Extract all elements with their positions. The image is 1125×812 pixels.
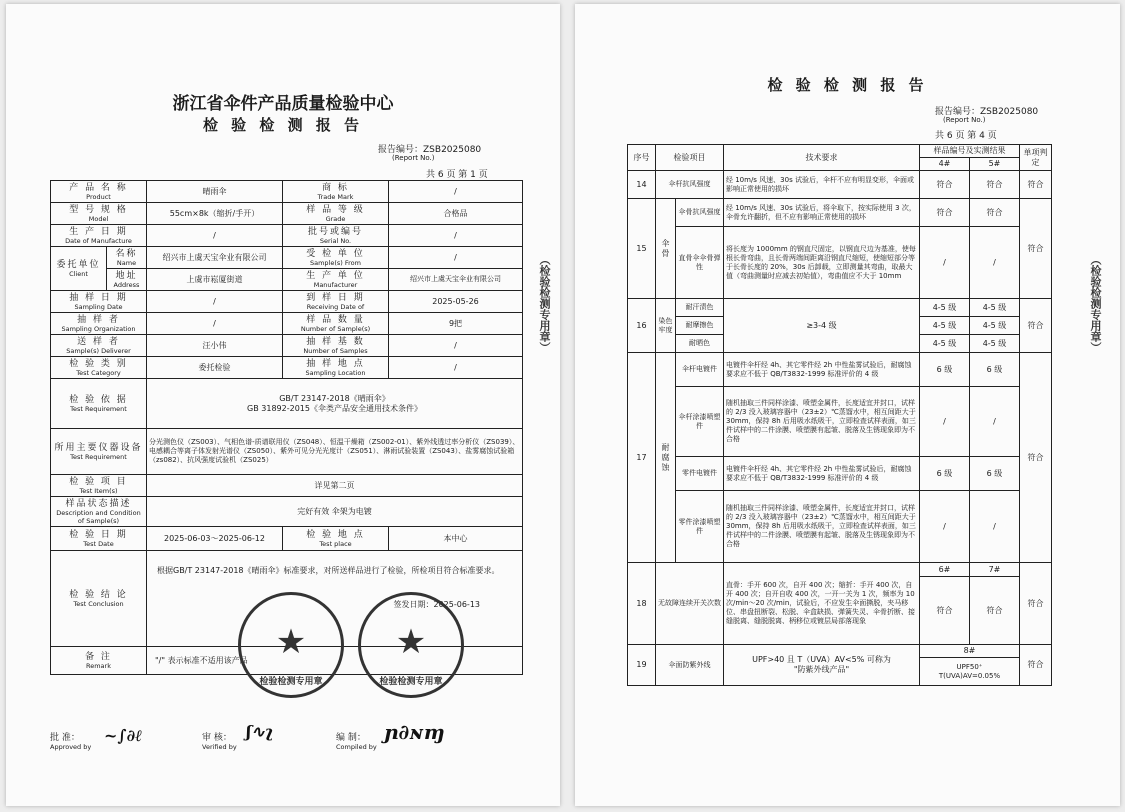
category-value: 委托检验	[147, 357, 283, 379]
cell-text: 检 验 结 论	[69, 589, 128, 600]
cell-text: Test Date	[83, 539, 114, 548]
cell-text: 2025-06-13	[433, 600, 480, 609]
cell-text: 直骨：手开 600 次，自开 400 次；缩折：手开 400 次，自开 400 次；自开自收 400 次，一开一关为 1 次，频率为 10 次/min～20 次/min，试验后，不应发生伞面撕脱，夹马移位、串盘扭断裂、松脱、伞盒缺损、弹簧失灵、伞骨折断、接缝脱离、缝脱脱离、柄移位或镀层局部落现象	[724, 563, 920, 645]
cell-text: UPF50⁺	[956, 662, 983, 671]
cell-text: 报告编号：	[935, 107, 981, 117]
report-number-value: ZSB2025080	[423, 145, 482, 155]
cell-text: Serial No.	[319, 236, 352, 245]
cell-text: Address	[113, 280, 140, 289]
cell-text: 批号或编号	[307, 226, 363, 237]
model-value: 55cm×8k（缩折/手开）	[147, 203, 283, 225]
cell-text: 生 产 日 期	[69, 226, 128, 237]
test-items-value: 详见第二页	[147, 475, 523, 497]
cell-text: Grade	[325, 214, 346, 223]
cell-text: 伞骨	[656, 199, 676, 299]
cell-text: 样 品 等 级	[306, 204, 365, 215]
report-number-en: (Report No.)	[392, 154, 435, 162]
cell-text: 电镀件伞杆经 4h、其它零件经 2h 中性盐雾试验后，耐腐蚀要求应不低于 QB/T3832-1999 标准评价的 4 级	[724, 353, 920, 387]
header-sample-4: 4#	[920, 158, 970, 171]
cell-text: ≥3-4 级	[724, 299, 920, 353]
compiled-by-label	[336, 730, 377, 751]
category-label	[51, 357, 147, 379]
star-icon: ★	[395, 622, 427, 662]
mfg-date-label	[51, 225, 147, 247]
model-label	[51, 203, 147, 225]
cell-text: GB 31892-2015《伞类产品安全通用技术条件》	[247, 403, 422, 413]
sampling-loc-label	[283, 357, 389, 379]
cell-text: /	[920, 387, 970, 457]
conclusion-value: 根据GB/T 23147-2018《晴雨伞》标准要求，对所送样品进行了检验，所检项目符合标准要求。	[157, 566, 500, 575]
cell-text: T(UVA)AV=0.05%	[938, 671, 1001, 680]
client-address-value: 上虞市崧厦街道	[147, 269, 283, 291]
cell-text: 受 检 单 位	[306, 248, 365, 259]
cell-text: 伞骨抗风强度	[676, 199, 724, 227]
instruments-value: 分光测色仪（ZS003）、气相色谱-质谱联用仪（ZS048）、恒温干燥箱（ZS002-01）、紫外线透过率分析仪（ZS039）、电感耦合等离子体发射光谱仪（ZS050）、紫外可见分光光度计（ZS051）、淋雨试验装置（ZS043）、盐雾腐蚀试验箱（zs082）、抗风强度试验机（ZS025）	[147, 429, 523, 475]
cell-text: Number of Samples	[303, 346, 368, 355]
condition-label	[51, 497, 147, 527]
org-title: 浙江省伞件产品质量检验中心	[172, 94, 394, 114]
cell-text: 签发日期：	[393, 600, 434, 609]
cell-text: GB/T 23147-2018《晴雨伞》	[279, 393, 390, 403]
approver-signature: ~∫∂ℓ	[104, 726, 143, 745]
receiving-date-label	[283, 291, 389, 313]
cell-text: 符合	[1020, 199, 1052, 299]
receiving-date-value: 2025-05-26	[389, 291, 523, 313]
sampling-org-value: /	[147, 313, 283, 335]
cell-text: Test place	[319, 539, 352, 548]
cell-text: Manufacturer	[313, 280, 358, 289]
header-sample-5: 5#	[970, 158, 1020, 171]
cell-text: 所用主要仪器设备	[54, 442, 143, 453]
results-table	[627, 144, 1052, 686]
sampling-date-label	[51, 291, 147, 313]
cell-text: 名称	[115, 248, 138, 259]
cell-text: 直骨伞伞骨弹性	[676, 227, 724, 299]
table-row	[628, 563, 1052, 577]
sampling-base-label	[283, 335, 389, 357]
header-judgement: 单项判定	[1020, 145, 1052, 171]
header-no: 序号	[628, 145, 656, 171]
cell-text: 6 级	[920, 457, 970, 491]
cell-text: 伞杆抗风强度	[656, 171, 724, 199]
cell-text: 符合	[920, 577, 970, 645]
cell-text: 伞面防紫外线	[656, 645, 724, 686]
cell-text: 14	[628, 171, 656, 199]
cell-text: 将长度为 1000mm 的钢直尺固定，以钢直尺边为基准，使每根长骨弯曲，且长骨两端间距离沿钢直尺缩短，使缩短部分等于长骨长度的 20%，30s 后卸载，立即测量其弯曲，取最大值（弯曲测量时应减去初始值），弯曲值应不大于 10mm	[724, 227, 920, 299]
cell-text: 符合	[920, 199, 970, 227]
uv-result	[920, 658, 1020, 686]
cell-text: 8#	[920, 645, 1020, 658]
page-info: 共 6 页 第 1 页	[426, 170, 488, 180]
cell-text: 地址	[115, 270, 138, 281]
cell-text: 4-5 级	[970, 299, 1020, 317]
cell-text: 送 样 者	[77, 336, 120, 347]
table-row	[628, 171, 1052, 199]
manufacturer-value: 绍兴市上虞天宝伞业有限公司	[389, 269, 523, 291]
cell-text: Test Requirement	[70, 404, 127, 413]
cell-text: 审 核：	[202, 733, 232, 743]
cell-text: 检 验 项 目	[69, 476, 128, 487]
uv-requirement	[724, 645, 920, 686]
cell-text: Test Category	[76, 368, 121, 377]
sampling-date-value: /	[147, 291, 283, 313]
cell-text: Client	[69, 269, 88, 278]
cell-text: /	[970, 387, 1020, 457]
cell-text: 无故障连续开关次数	[656, 563, 724, 645]
cell-text: 6#	[920, 563, 970, 577]
cell-text: 零件电镀件	[676, 457, 724, 491]
cell-text: Remark	[86, 661, 111, 670]
cell-text: 检 验 日 期	[69, 529, 128, 540]
cell-text: 17	[628, 353, 656, 563]
cell-text: 抽 样 者	[77, 314, 120, 325]
table-row	[628, 645, 1052, 658]
cell-text: 检 验 地 点	[306, 529, 365, 540]
cell-text: "防紫外线产品"	[793, 665, 850, 674]
num-samples-value: 9把	[389, 313, 523, 335]
cell-text: /	[920, 227, 970, 299]
cell-text: 样品状态描述	[65, 498, 132, 509]
cell-text: 零件涂漆喷塑件	[676, 491, 724, 563]
cell-text: 15	[628, 199, 656, 299]
cell-text: 符合	[1020, 299, 1052, 353]
cell-text: 耐晒色	[676, 335, 724, 353]
table-row	[628, 353, 1052, 387]
cell-text: 样 品 数 量	[306, 314, 365, 325]
cell-text: 符合	[970, 199, 1020, 227]
cell-text: 耐腐蚀	[656, 353, 676, 563]
grade-label	[283, 203, 389, 225]
cell-text: 检 验 依 据	[69, 394, 128, 405]
cell-text: 符合	[1020, 563, 1052, 645]
sign-date	[149, 576, 520, 610]
cell-text: 4-5 级	[920, 317, 970, 335]
cell-text: 6 级	[970, 457, 1020, 491]
trademark-label	[283, 181, 389, 203]
cell-text: Receiving Date of	[306, 302, 365, 311]
report-title: 检 验 检 测 报 告	[767, 76, 928, 94]
test-place-value: 本中心	[389, 527, 523, 551]
cell-text: /	[970, 491, 1020, 563]
cell-text: 产 品 名 称	[69, 182, 128, 193]
num-samples-label	[283, 313, 389, 335]
cell-text: 符合	[920, 171, 970, 199]
cell-text: Compiled by	[336, 743, 377, 751]
cell-text: 经 10m/s 风速、30s 试验后，将伞取下，按实际使用 3 次，伞骨允许翻折，但不应有影响正常使用的损坏	[724, 199, 920, 227]
cell-text: Test Conclusion	[73, 599, 124, 608]
report-number-label: 报告编号：	[378, 145, 424, 155]
sampling-base-value: /	[389, 335, 523, 357]
table-row	[628, 199, 1052, 227]
cell-text: 4-5 级	[970, 335, 1020, 353]
mfg-date-value: /	[147, 225, 283, 247]
cell-text: 符合	[970, 577, 1020, 645]
cell-text: Number of Sample(s)	[300, 324, 371, 333]
cell-text: Description and Condition of Sample(s)	[56, 508, 141, 525]
report-results-page	[575, 4, 1120, 806]
cell-text: 6 级	[970, 353, 1020, 387]
sample-from-value: /	[389, 247, 523, 269]
client-name-value: 绍兴市上虞天宝伞业有限公司	[147, 247, 283, 269]
cell-text: ZSB2025080	[980, 107, 1039, 117]
conclusion-label	[51, 551, 147, 647]
table-row	[628, 299, 1052, 317]
table-row	[628, 227, 1052, 299]
grade-value: 合格品	[389, 203, 523, 225]
test-items-label	[51, 475, 147, 497]
cell-text: 电镀件伞杆经 4h、其它零件经 2h 中性盐雾试验后，耐腐蚀要求应不低于 QB/T3832-1999 标准评价的 4 级	[724, 457, 920, 491]
cell-text: 委托单位	[56, 259, 101, 270]
table-row	[628, 387, 1052, 457]
serial-value: /	[389, 225, 523, 247]
cell-text: 检验检测专用章	[259, 677, 323, 687]
condition-value: 完好有效 伞架为电镀	[147, 497, 523, 527]
cell-text: Verified by	[202, 743, 237, 751]
cell-text: 批 准：	[50, 733, 80, 743]
cell-text: 检验检测专用章	[379, 677, 443, 687]
cell-text: 符合	[1020, 645, 1052, 686]
cell-text: 4-5 级	[970, 317, 1020, 335]
cell-text: 符合	[1020, 171, 1052, 199]
cell-text: 18	[628, 563, 656, 645]
cell-text: 备 注	[85, 651, 112, 662]
cell-text: 到 样 日 期	[306, 292, 365, 303]
cell-text: 19	[628, 645, 656, 686]
cell-text: 经 10m/s 风速、30s 试验后，伞杆不应有明显变形，伞面或影响正常使用的损坏	[724, 171, 920, 199]
star-icon: ★	[275, 622, 307, 662]
cell-text: 符合	[970, 171, 1020, 199]
report-cover-page	[6, 4, 560, 806]
cell-text: 生 产 单 位	[306, 270, 365, 281]
cell-text: 随机抽取三件同样涂漆、喷塑金属件，长度适宜并封口，试样的 2/3 没入玻璃容器中（23±2）℃蒸馏水中，相互间距大于 30mm，保持 8h 后用吸水纸吸干，立即检查试样表面，如三件试样中的二件涂膜、喷塑膜有起皱、脱落及生锈现象即为不合格	[724, 491, 920, 563]
manufacturer-label	[283, 269, 389, 291]
cell-text: 抽 样 地 点	[306, 358, 365, 369]
client-name-label	[107, 247, 147, 269]
header-requirement: 技术要求	[724, 145, 920, 171]
report-title: 检 验 检 测 报 告	[202, 116, 364, 134]
header-results: 样品编号及实测结果	[920, 145, 1020, 158]
report-number-en: (Report No.)	[943, 116, 986, 124]
cell-text: Sampling Date	[74, 302, 123, 311]
cell-text: Name	[116, 258, 137, 267]
deliverer-label	[51, 335, 147, 357]
cell-text: Test Item(s)	[79, 486, 118, 495]
product-label	[51, 181, 147, 203]
cell-text: Model	[88, 214, 109, 223]
cell-text: /	[920, 491, 970, 563]
cell-text: 随机抽取三件同样涂漆、喷塑金属件，长度适宜并封口，试样的 2/3 没入玻璃容器中（23±2）℃蒸馏水中，相互间距大于 30mm，保持 8h 后用吸水纸吸干，立即检查试样表面，如三件试样中的二件涂膜、喷塑膜有起皱、脱落及生锈现象即为不合格	[724, 387, 920, 457]
compiler-signature: ɲ∂ɴɱ	[384, 720, 445, 744]
product-value: 晴雨伞	[147, 181, 283, 203]
cell-text: 7#	[970, 563, 1020, 577]
cell-text: 符合	[1020, 353, 1052, 563]
cell-text: 抽 样 日 期	[69, 292, 128, 303]
cell-text: 伞杆电镀件	[676, 353, 724, 387]
table-row	[628, 491, 1052, 563]
serial-label	[283, 225, 389, 247]
cell-text: 抽 样 基 数	[306, 336, 365, 347]
basis-value	[147, 379, 523, 429]
header-item: 检验项目	[656, 145, 724, 171]
cell-text: 4-5 级	[920, 299, 970, 317]
cell-text: UPF>40 且 T（UVA）AV<5% 可称为	[752, 655, 891, 664]
cell-text: 6 级	[920, 353, 970, 387]
sampling-loc-value: /	[389, 357, 523, 379]
table-row	[628, 457, 1052, 491]
client-label	[51, 247, 107, 291]
cell-text: /	[970, 227, 1020, 299]
cell-text: Sample(s) Deliverer	[66, 346, 131, 355]
cell-text: Trade Mark	[317, 192, 354, 201]
sampling-org-label	[51, 313, 147, 335]
cell-text: 伞杆涂漆喷塑件	[676, 387, 724, 457]
cell-text: Date of Manufacture	[65, 236, 132, 245]
cell-text: Sample(s) From	[309, 258, 361, 267]
test-date-label	[51, 527, 147, 551]
basis-label	[51, 379, 147, 429]
cell-text: 耐摩擦色	[676, 317, 724, 335]
cell-text: 编 制：	[336, 733, 366, 743]
cell-text: 染色牢度	[656, 299, 676, 353]
official-stamp-right	[358, 592, 464, 698]
cell-text: 型 号 规 格	[69, 204, 128, 215]
instruments-label	[51, 429, 147, 475]
cell-text: 16	[628, 299, 656, 353]
cell-text: Sampling Organization	[61, 324, 136, 333]
cell-text: 检 验 类 别	[69, 358, 128, 369]
verifier-signature: ʃ∿ʅ	[246, 722, 274, 741]
remark-value: "/" 表示标准不适用该产品	[147, 647, 523, 675]
client-address-label	[107, 269, 147, 291]
sample-from-label	[283, 247, 389, 269]
trademark-value: /	[389, 181, 523, 203]
verified-by-label	[202, 730, 237, 751]
page-info: 共 6 页 第 4 页	[935, 131, 997, 141]
test-place-label	[283, 527, 389, 551]
cell-text: 耐汗渍色	[676, 299, 724, 317]
side-seal-text: （检验检测专用章）	[538, 254, 551, 353]
deliverer-value: 汪小伟	[147, 335, 283, 357]
test-date-value: 2025-06-03～2025-06-12	[147, 527, 283, 551]
remark-label	[51, 647, 147, 675]
cell-text: 商 标	[322, 182, 349, 193]
cell-text: Sampling Location	[305, 368, 366, 377]
cell-text: Test Requirement	[70, 452, 127, 461]
side-seal-text: （检验检测专用章）	[1089, 254, 1102, 353]
cell-text: 4-5 级	[920, 335, 970, 353]
cell-text: Product	[86, 192, 111, 201]
cell-text: Approved by	[50, 743, 92, 751]
official-stamp-left	[238, 592, 344, 698]
approved-by-label	[50, 730, 91, 751]
